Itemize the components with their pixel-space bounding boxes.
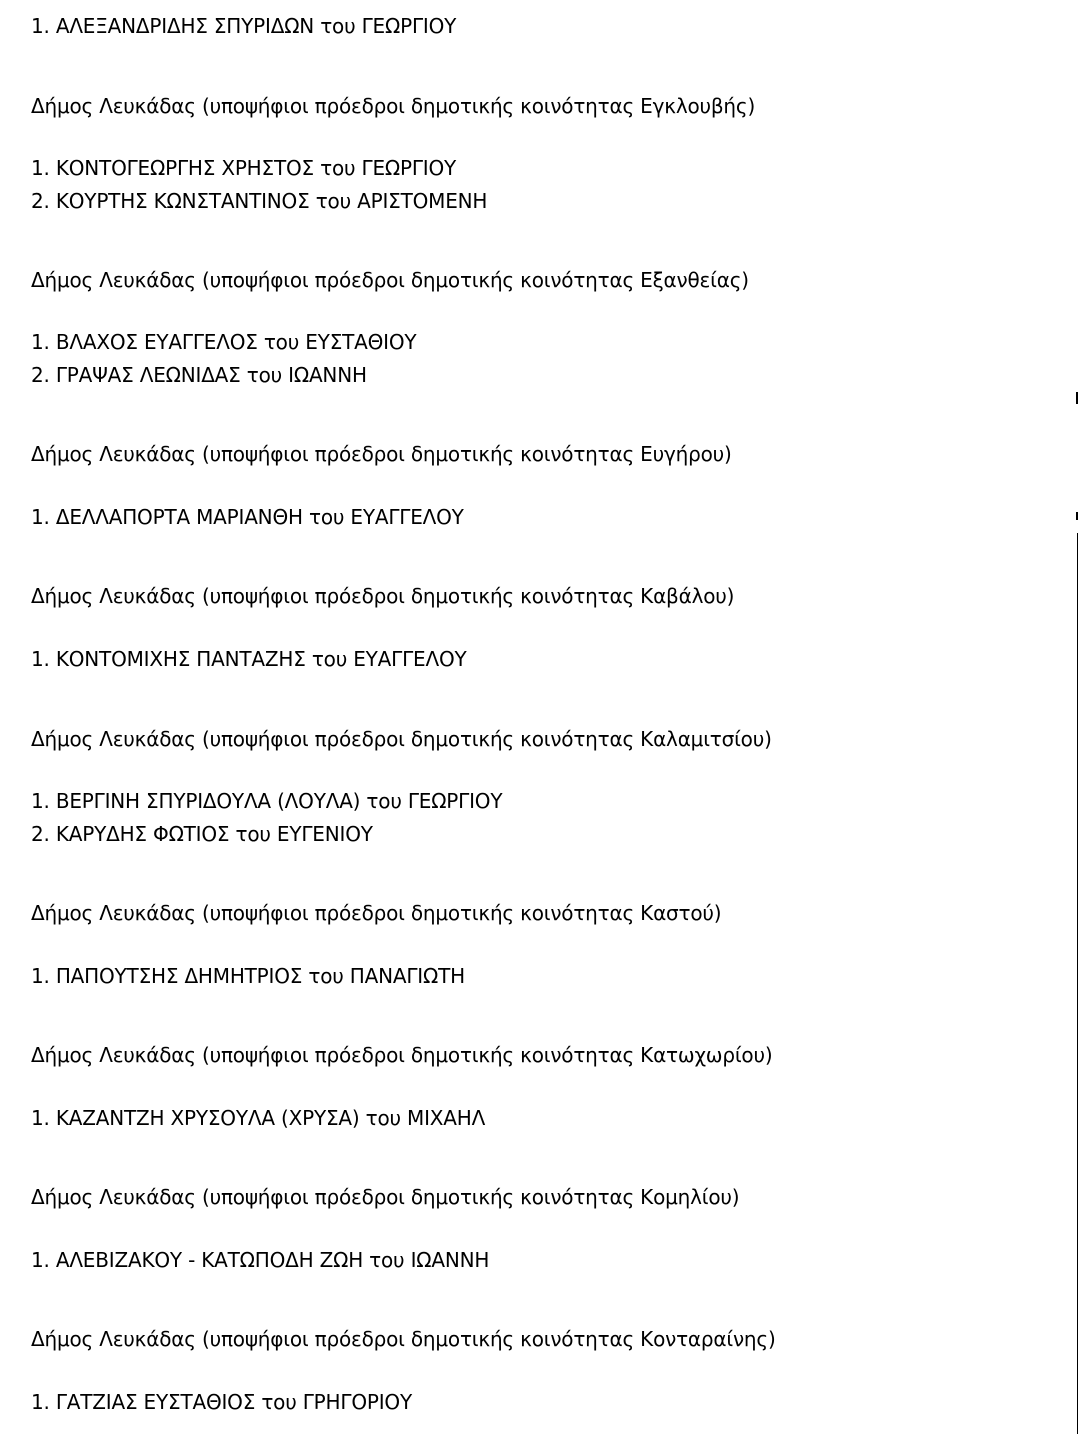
candidate-line: 1. ΚΑΖΑΝΤΖΗ ΧΡΥΣΟΥΛΑ (ΧΡΥΣΑ) του ΜΙΧΑΗΛ bbox=[31, 1106, 486, 1130]
scan-edge-line bbox=[1077, 533, 1078, 1434]
section-heading: Δήμος Λευκάδας (υποψήφιοι πρόεδροι δημοτικής κοινότητας Κονταραίνης) bbox=[31, 1327, 776, 1351]
section-heading: Δήμος Λευκάδας (υποψήφιοι πρόεδροι δημοτικής κοινότητας Καβάλου) bbox=[31, 584, 735, 608]
candidate-line: 1. ΠΑΠΟΥΤΣΗΣ ΔΗΜΗΤΡΙΟΣ του ΠΑΝΑΓΙΩΤΗ bbox=[31, 964, 465, 988]
candidate-line: 2. ΚΑΡΥΔΗΣ ΦΩΤΙΟΣ του ΕΥΓΕΝΙΟΥ bbox=[31, 822, 373, 846]
section-heading: Δήμος Λευκάδας (υποψήφιοι πρόεδροι δημοτικής κοινότητας Εξανθείας) bbox=[31, 268, 749, 292]
candidate-line: 1. ΒΛΑΧΟΣ ΕΥΑΓΓΕΛΟΣ του ΕΥΣΤΑΘΙΟΥ bbox=[31, 330, 417, 354]
candidate-line: 1. ΚΟΝΤΟΜΙΧΗΣ ΠΑΝΤΑΖΗΣ του ΕΥΑΓΓΕΛΟΥ bbox=[31, 647, 467, 671]
scan-edge-mark bbox=[1076, 392, 1078, 404]
section-heading: Δήμος Λευκάδας (υποψήφιοι πρόεδροι δημοτικής κοινότητας Ευγήρου) bbox=[31, 442, 732, 466]
section-heading: Δήμος Λευκάδας (υποψήφιοι πρόεδροι δημοτικής κοινότητας Κατωχωρίου) bbox=[31, 1043, 773, 1067]
candidate-line: 1. ΔΕΛΛΑΠΟΡΤΑ ΜΑΡΙΑΝΘΗ του ΕΥΑΓΓΕΛΟΥ bbox=[31, 505, 464, 529]
scan-edge-mark bbox=[1076, 512, 1078, 520]
section-heading: Δήμος Λευκάδας (υποψήφιοι πρόεδροι δημοτικής κοινότητας Καστού) bbox=[31, 901, 722, 925]
candidate-line: 1. ΓΑΤΖΙΑΣ ΕΥΣΤΑΘΙΟΣ του ΓΡΗΓΟΡΙΟΥ bbox=[31, 1390, 412, 1414]
candidate-line: 1. ΑΛΕΒΙΖΑΚΟΥ - ΚΑΤΩΠΟΔΗ ΖΩΗ του ΙΩΑΝΝΗ bbox=[31, 1248, 490, 1272]
section-heading: Δήμος Λευκάδας (υποψήφιοι πρόεδροι δημοτικής κοινότητας Καλαμιτσίου) bbox=[31, 727, 772, 751]
candidate-line: 2. ΓΡΑΨΑΣ ΛΕΩΝΙΔΑΣ του ΙΩΑΝΝΗ bbox=[31, 363, 367, 387]
candidate-line: 1. ΑΛΕΞΑΝΔΡΙΔΗΣ ΣΠΥΡΙΔΩΝ του ΓΕΩΡΓΙΟΥ bbox=[31, 14, 457, 38]
section-heading: Δήμος Λευκάδας (υποψήφιοι πρόεδροι δημοτικής κοινότητας Κομηλίου) bbox=[31, 1185, 740, 1209]
candidate-line: 1. ΚΟΝΤΟΓΕΩΡΓΗΣ ΧΡΗΣΤΟΣ του ΓΕΩΡΓΙΟΥ bbox=[31, 156, 457, 180]
section-heading: Δήμος Λευκάδας (υποψήφιοι πρόεδροι δημοτικής κοινότητας Εγκλουβής) bbox=[31, 94, 756, 118]
candidate-line: 2. ΚΟΥΡΤΗΣ ΚΩΝΣΤΑΝΤΙΝΟΣ του ΑΡΙΣΤΟΜΕΝΗ bbox=[31, 189, 488, 213]
candidate-line: 1. ΒΕΡΓΙΝΗ ΣΠΥΡΙΔΟΥΛΑ (ΛΟΥΛΑ) του ΓΕΩΡΓΙΟΥ bbox=[31, 789, 503, 813]
